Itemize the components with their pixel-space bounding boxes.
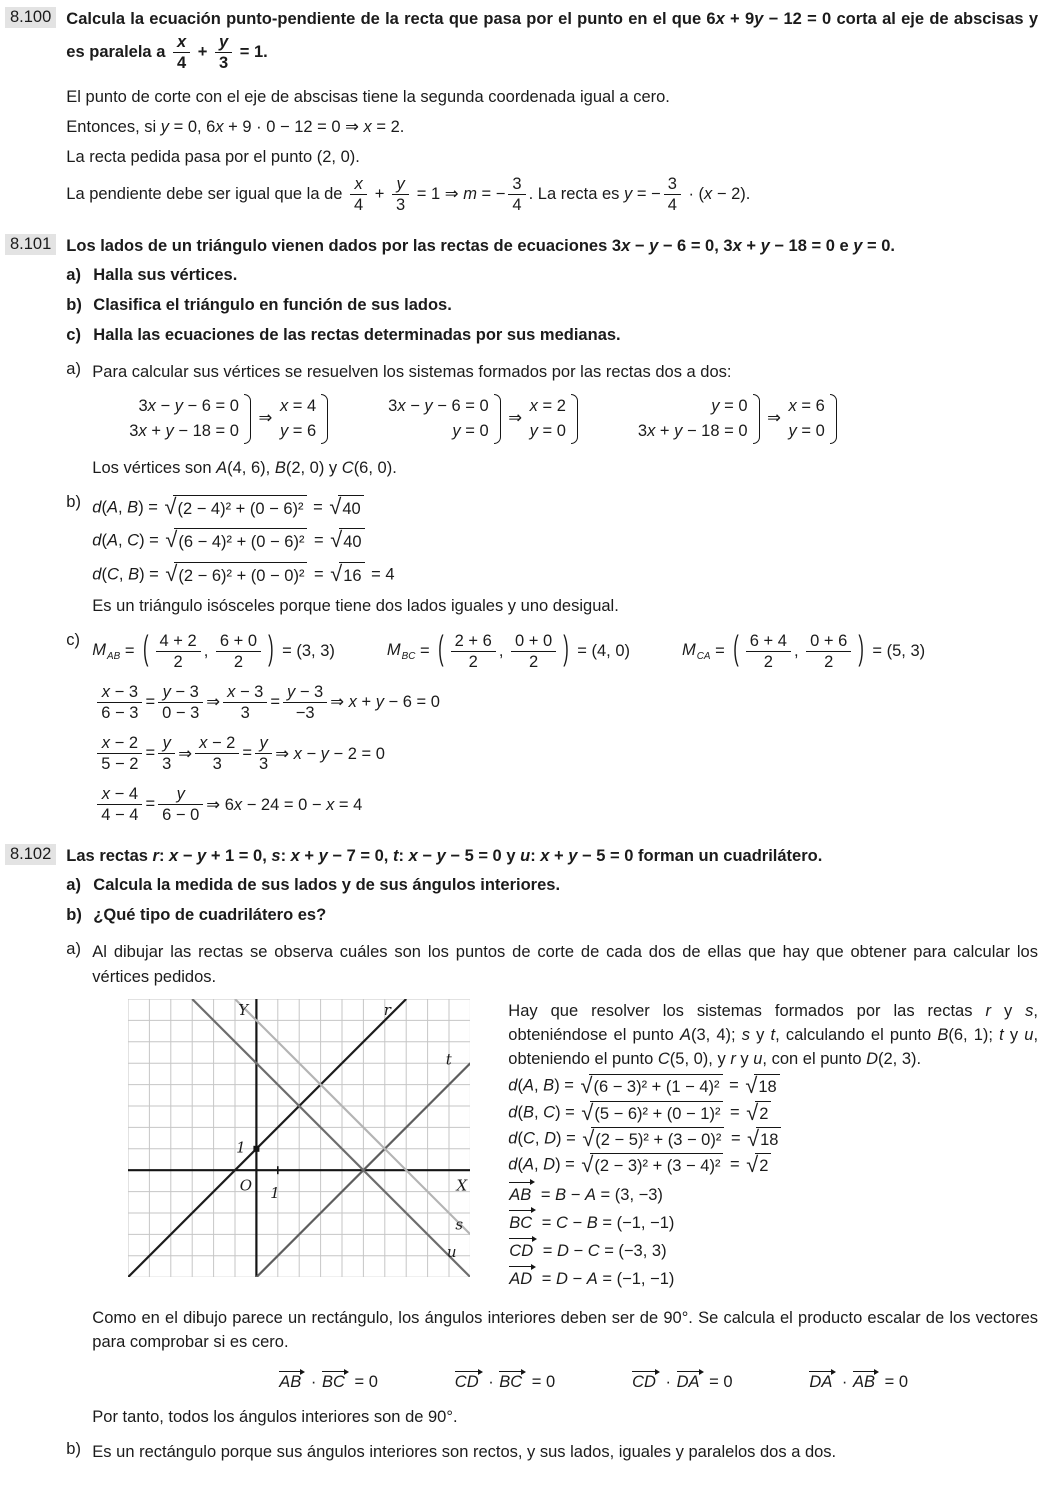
math-token: ⇒ x − y − 2 = 0 <box>275 744 385 763</box>
math-token: $\frac{6 + 4}{2}$ <box>746 631 791 672</box>
math-token: y <box>501 846 521 865</box>
solution-line <box>66 85 1038 110</box>
math-token: ; <box>988 1026 1000 1045</box>
math-token: A(4, 6), B(2, 0) <box>216 458 325 477</box>
math-token: y <box>324 458 342 477</box>
math-token: $\frac{y}{3}$ <box>392 174 409 215</box>
item-label: b) <box>66 1439 81 1458</box>
math-token: D(2, 3). <box>866 1050 922 1069</box>
math-token: $\frac{x - 2}{5 - 2}$ <box>97 733 142 774</box>
math-token: ( <box>143 631 149 669</box>
math-token: = 0 <box>880 1373 908 1392</box>
systems-row <box>126 394 1038 444</box>
math-token: ⇒ <box>253 409 277 428</box>
math-token: $\frac{y}{3}$ <box>255 733 272 774</box>
math-token: $\frac{y}{6 - 0}$ <box>158 784 203 825</box>
math-token: AB <box>278 1369 305 1392</box>
math-token: = <box>726 1129 746 1148</box>
math-token: $\frac{3}{4}$ <box>508 174 525 215</box>
exercise-statement <box>66 7 1038 73</box>
math-token: , obteniendo el punto <box>508 1026 1039 1069</box>
math-token: Los lados de un triángulo vienen dados por las rectas de ecuaciones <box>66 236 612 255</box>
math-token: corta al eje de abscisas y es paralela a <box>66 10 1038 61</box>
math-token: = 0 <box>349 1373 378 1392</box>
math-token: $\frac{y - 3}{0 - 3}$ <box>158 682 203 723</box>
math-token: = <box>242 744 252 763</box>
math-token: = <box>724 1076 744 1095</box>
math-token: ) <box>858 631 864 669</box>
math-token: BC <box>498 1369 526 1392</box>
dot-product <box>278 1369 378 1392</box>
math-token: 3x − y − 6 = 0, 3x + y − 18 = 0 <box>611 236 835 255</box>
solution-paragraph <box>508 999 1038 1071</box>
item-label: b) <box>66 906 82 924</box>
item-text: Halla las ecuaciones de las rectas determinadas por sus medianas. <box>93 325 621 344</box>
solution-line: Por tanto, todos los ángulos interiores son de 90°. <box>92 1408 458 1427</box>
vector-line <box>508 1236 1038 1262</box>
math-token: $\frac{x - 2}{3}$ <box>195 733 239 774</box>
math-token: √ 18 <box>745 1074 779 1098</box>
math-token: ) <box>563 631 569 669</box>
math-token: , <box>498 641 509 660</box>
figure-side-text <box>508 999 1038 1292</box>
math-token: Las rectas <box>66 846 153 865</box>
vector-line <box>508 1180 1038 1206</box>
math-token: $\frac{x}{4}$ <box>173 32 190 73</box>
math-token: x = 2 y = 0 <box>530 394 578 444</box>
math-token: = <box>145 744 156 763</box>
math-token: $\frac{y - 3}{-3}$ <box>283 682 327 723</box>
solution-content <box>92 940 1038 1430</box>
math-token: = B − A = (3, −3) <box>536 1185 663 1204</box>
solution-line <box>66 145 1038 170</box>
plot-label: X <box>456 1176 468 1195</box>
math-token: Hay que resolver los sistemas formados por las rectas <box>508 1002 986 1021</box>
plot-label: O <box>240 1176 253 1195</box>
item-text: ¿Qué tipo de cuadrilátero es? <box>93 906 327 924</box>
plot-label: 1 <box>270 1184 281 1203</box>
math-token: √ 18 <box>747 1127 781 1151</box>
exercise-8-102 <box>5 844 1038 1465</box>
solution-part-a <box>66 940 1038 1430</box>
math-token: y <box>735 1050 754 1069</box>
math-token: y = 0 3x + y − 18 = 0 <box>638 394 760 444</box>
math-token: √ (6 − 3)² + (1 − 4)² <box>581 1074 723 1098</box>
math-token: $M_{BC}$ <box>386 641 416 663</box>
math-token: d(C, B) = <box>92 565 164 584</box>
math-token: · <box>660 1373 676 1392</box>
distance-line <box>508 1153 1038 1177</box>
math-token: Calcula la ecuación punto-pendiente de la recta que pasa por el punto en el que <box>66 10 707 28</box>
math-token: + <box>193 42 212 61</box>
math-token: = <box>308 498 328 517</box>
math-token: $M_{CA}$ <box>682 641 711 663</box>
exercise-8-101 <box>5 234 1038 826</box>
solution-line: Es un triángulo isósceles porque tiene dos lados iguales y uno desigual. <box>92 596 619 615</box>
dot-product <box>631 1369 732 1392</box>
math-token: CD <box>508 1236 537 1262</box>
distance-line <box>508 1074 1038 1098</box>
system-group <box>635 394 840 444</box>
math-token: El punto de corte con el eje de abscisas tiene la segunda coordenada igual a cero. <box>66 88 670 106</box>
math-token: t <box>770 1026 776 1045</box>
math-token: , calculando el punto <box>775 1026 938 1045</box>
plot-label: 1 <box>236 1138 246 1157</box>
math-token: √ 2 <box>746 1153 771 1177</box>
math-token: = D − C = (−3, 3) <box>538 1242 667 1261</box>
math-token: $\frac{x}{4}$ <box>350 174 367 215</box>
math-token: CD <box>631 1369 660 1392</box>
math-token: = 0 <box>527 1373 556 1392</box>
math-token: = <box>725 1155 745 1174</box>
statement-item-b <box>66 293 1038 318</box>
solution-line: Para calcular sus vértices se resuelven los sistemas formados por las rectas dos a dos: <box>92 362 732 381</box>
math-token: y <box>750 1026 771 1045</box>
math-token: d(A, B) = <box>92 498 163 517</box>
exercise-8-100 <box>5 7 1038 216</box>
math-token: = <box>270 692 280 711</box>
exercise-statement <box>66 234 1038 259</box>
statement-item-c <box>66 323 1038 348</box>
midpoint-expr <box>387 631 630 672</box>
math-token: = <box>309 531 329 550</box>
math-token: ⇒ <box>762 409 786 428</box>
math-token: ( <box>438 631 444 669</box>
math-token: $\frac{3}{4}$ <box>664 174 681 215</box>
math-token: ) <box>268 631 274 669</box>
figure-row <box>128 999 1038 1292</box>
solution-part-a <box>66 360 1038 481</box>
plot-svg <box>128 999 470 1277</box>
math-token: = 4 <box>366 565 395 584</box>
solution-line: Como en el dibujo parece un rectángulo, los ángulos interiores deben ser de 90°. Se calcula el producto escalar de los vectores para comprobar si es cero. <box>92 1308 1038 1352</box>
math-token: √ (5 − 6)² + (0 − 1)² <box>581 1101 723 1125</box>
math-token: y <box>990 1002 1026 1021</box>
math-token: r <box>985 1002 991 1021</box>
math-token: √ (2 − 6)² + (0 − 0)² <box>165 562 307 589</box>
plot-label: u <box>447 1243 457 1262</box>
math-token: = (3, 3) <box>277 641 335 660</box>
solution-line <box>66 115 1038 140</box>
math-token: x = 6 y = 0 <box>789 394 837 444</box>
item-label: c) <box>66 630 81 649</box>
math-token: $\frac{x - 4}{4 - 4}$ <box>97 784 142 825</box>
math-token: $\frac{2 + 6}{2}$ <box>451 631 496 672</box>
math-token: Los vértices son <box>92 458 217 477</box>
math-token: 3x − y − 6 = 0 y = 0 <box>388 394 500 444</box>
statement-item-a <box>66 873 1038 898</box>
plot-label: s <box>455 1215 464 1234</box>
math-token: r: x − y + 1 = 0, s: x + y − 7 = 0, t: x − y − 5 = 0 <box>152 846 502 865</box>
midpoints-row <box>92 631 1038 672</box>
exercise-body <box>66 7 1038 216</box>
midpoint-expr <box>682 631 925 672</box>
math-token: d(A, B) = <box>508 1076 579 1095</box>
dot-product <box>808 1369 908 1392</box>
item-text: Calcula la medida de sus lados y de sus ángulos interiores. <box>93 876 561 895</box>
math-token: · (x − 2). <box>683 185 751 204</box>
math-token: , y <box>708 1050 731 1069</box>
math-token: y <box>1003 1026 1025 1045</box>
math-token: C(6, 0). <box>341 458 397 477</box>
vector-line <box>508 1208 1038 1234</box>
math-token: = <box>120 641 140 660</box>
math-token: y = − <box>623 185 661 204</box>
item-label: c) <box>66 325 81 344</box>
item-label: a) <box>66 876 81 895</box>
math-token: AB <box>508 1180 535 1206</box>
math-token: · <box>306 1373 321 1392</box>
exercise-number-badge: 8.101 <box>5 234 56 255</box>
math-token: $\frac{y}{3}$ <box>215 32 232 73</box>
math-token: √ (6 − 4)² + (0 − 6)² <box>165 528 307 555</box>
math-token: = <box>415 641 435 660</box>
math-token: C(5, 0) <box>657 1050 709 1069</box>
math-token: ⇒ x + y − 6 = 0 <box>330 693 440 712</box>
solution-line <box>92 456 1038 481</box>
math-token: = D − A = (−1, −1) <box>537 1270 675 1289</box>
solution-part-c <box>66 631 1038 826</box>
math-token: = <box>145 795 156 814</box>
math-token: ( <box>733 631 739 669</box>
exercise-number-badge: 8.100 <box>5 7 56 28</box>
math-token: DA <box>676 1369 704 1392</box>
math-token: d(C, D) = <box>508 1129 581 1148</box>
distance-line <box>508 1101 1038 1125</box>
math-token: y = 0. <box>853 236 896 255</box>
math-token: e <box>834 236 854 255</box>
math-token: ⇒ <box>206 693 221 712</box>
median-equation <box>94 682 1038 723</box>
math-token: BC <box>321 1369 349 1392</box>
distance-line <box>92 493 1038 522</box>
exercise-body <box>66 234 1038 826</box>
distance-line <box>92 526 1038 555</box>
math-token: √ 40 <box>330 528 364 555</box>
math-token: 3x − y − 6 = 0 3x + y − 18 = 0 <box>129 394 251 444</box>
math-token: s <box>1025 1002 1034 1021</box>
math-token: ; <box>731 1026 742 1045</box>
math-token: $\frac{x - 3}{3}$ <box>223 682 267 723</box>
distance-line <box>508 1127 1038 1151</box>
math-token: $\frac{4 + 2}{2}$ <box>156 631 201 672</box>
item-label: a) <box>66 939 81 958</box>
solution-content <box>92 360 1038 481</box>
math-token: √ (2 − 3)² + (3 − 4)² <box>581 1153 723 1177</box>
math-token: . La recta es <box>528 185 624 204</box>
math-token: $\frac{x - 3}{6 - 3}$ <box>97 682 142 723</box>
system-group <box>385 394 581 444</box>
math-token: t <box>999 1026 1004 1045</box>
solution-part-b <box>66 1440 1038 1465</box>
math-token: · <box>837 1373 852 1392</box>
math-token: La recta pedida pasa por el punto (2, 0). <box>66 147 360 166</box>
math-token: B(6, 1) <box>937 1026 989 1045</box>
math-token: $M_{AB}$ <box>92 641 121 663</box>
math-token: = 0 <box>704 1373 733 1392</box>
math-token: · <box>483 1373 499 1392</box>
vector-line <box>508 1264 1038 1290</box>
math-token: forman un cuadrilátero. <box>633 846 823 865</box>
math-token: ⇒ <box>178 744 193 763</box>
dot-products-row <box>278 1369 908 1392</box>
math-token: = <box>145 692 156 711</box>
distance-line <box>92 560 1038 589</box>
solution-line: Es un rectángulo porque sus ángulos interiores son rectos, y sus lados, iguales y paralelos dos a dos. <box>92 1442 837 1461</box>
math-token: d(B, C) = <box>508 1103 580 1122</box>
median-equation <box>94 733 1038 774</box>
item-text: Halla sus vértices. <box>93 266 238 285</box>
exercise-statement <box>66 844 1038 869</box>
math-token: = <box>309 565 329 584</box>
solution-content <box>92 493 1038 619</box>
solution-block <box>66 85 1038 216</box>
item-text: Clasifica el triángulo en función de sus lados. <box>93 296 452 314</box>
statement-item-a <box>66 263 1038 288</box>
math-token: $\frac{0 + 6}{2}$ <box>806 631 851 672</box>
math-token: $\frac{6 + 0}{2}$ <box>216 631 261 672</box>
math-token: = <box>710 641 730 660</box>
math-token: d(A, D) = <box>508 1155 580 1174</box>
math-token: √ 40 <box>329 495 363 522</box>
math-token: = C − B = (−1, −1) <box>537 1213 675 1232</box>
median-equation <box>94 784 1038 825</box>
math-token: 6x + 9y − 12 = 0 <box>706 10 832 28</box>
plot-label: Y <box>238 1001 249 1020</box>
math-token: √ (2 − 5)² + (3 − 0)² <box>582 1127 724 1151</box>
item-label: b) <box>66 296 82 314</box>
solution-line <box>66 174 1038 215</box>
math-token: ⇒ 6x − 24 = 0 − x = 4 <box>206 795 363 814</box>
exercise-body <box>66 844 1038 1465</box>
solution-content <box>92 631 1038 826</box>
math-token: $\frac{0 + 0}{2}$ <box>511 631 556 672</box>
math-token: = (5, 3) <box>867 641 926 660</box>
solution-line: Al dibujar las rectas se observa cuáles son los puntos de corte de cada dos de ellas que hay que obtener para calcular los vértices pedidos. <box>92 942 1038 986</box>
math-token: u <box>1024 1026 1034 1045</box>
math-token: = <box>725 1103 745 1122</box>
math-token: , <box>203 641 213 660</box>
math-token: y = 0, 6x + 9 · 0 − 12 = 0 ⇒ x = 2. <box>160 117 405 136</box>
statement-item-b <box>66 903 1038 928</box>
math-token: AB <box>852 1369 879 1392</box>
math-token: , con el punto <box>762 1050 867 1069</box>
math-token: , <box>793 641 804 660</box>
math-token: ⇒ <box>503 409 527 428</box>
math-token: $\frac{y}{3}$ <box>158 733 175 774</box>
math-token: DA <box>808 1369 836 1392</box>
math-token: u <box>753 1050 763 1069</box>
math-token: Entonces, si <box>66 117 161 136</box>
item-label: a) <box>66 359 81 378</box>
math-token: = (4, 0) <box>572 641 631 660</box>
math-token: u: x + y − 5 = 0 <box>520 846 634 865</box>
math-token: r <box>730 1050 736 1069</box>
solution-part-b <box>66 493 1038 619</box>
math-token: d(A, C) = <box>92 531 164 550</box>
dot-product <box>454 1369 555 1392</box>
math-token: + <box>370 185 390 204</box>
item-label: b) <box>66 492 81 511</box>
math-token: A(3, 4) <box>679 1026 732 1045</box>
system-group <box>126 394 331 444</box>
coordinate-plot <box>128 999 470 1292</box>
math-token: La pendiente debe ser igual que la de <box>66 185 348 204</box>
plot-label: t <box>446 1050 453 1069</box>
math-token: AD <box>508 1264 536 1290</box>
math-token: BC <box>508 1208 536 1234</box>
midpoint-expr <box>92 631 335 672</box>
math-token: s <box>741 1026 751 1045</box>
plot-label: r <box>384 1001 392 1020</box>
math-token: = 1. <box>235 42 268 61</box>
item-label: a) <box>66 266 81 285</box>
math-token: = 1 ⇒ m = − <box>412 185 506 204</box>
math-token: CD <box>454 1369 483 1392</box>
math-token: , obteniéndose el punto <box>508 1002 1039 1045</box>
math-token: x = 4 y = 6 <box>280 394 328 444</box>
math-token: √ 2 <box>746 1101 771 1125</box>
math-token: √ 16 <box>330 562 364 589</box>
exercise-number-badge: 8.102 <box>5 844 56 865</box>
math-token: √ (2 − 4)² + (0 − 6)² <box>165 495 307 522</box>
